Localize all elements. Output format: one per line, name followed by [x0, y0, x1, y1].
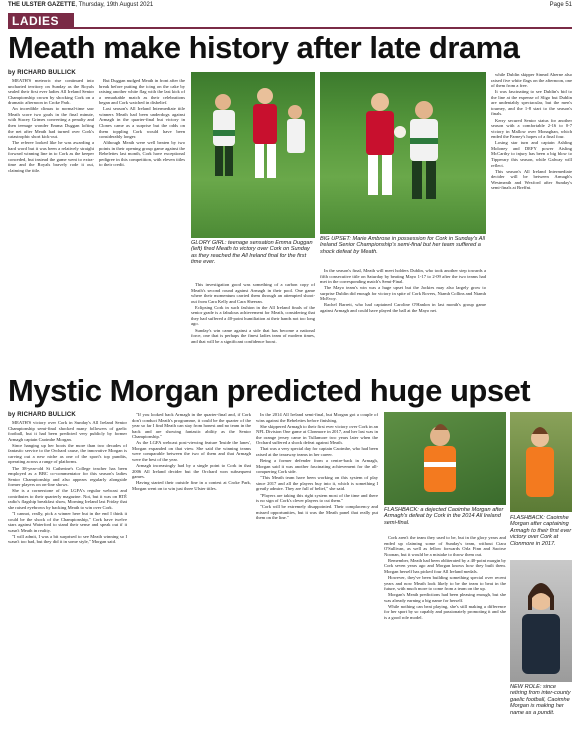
article1-column-4: In the season's final, Meath will meet holders Dublin, who took another step towards a fifth consecutive title on Saturday by beating Mayo 1-17 to 2-09 after the two teams had met in the corresponding match's Semi-Final. The Mayo team's win was a huge upset but the Jackies may also largely grow to surprise Dublin did enough for victory in spite of Cork Rovers, Niamh Collins and Niamh McEvoy. Rachel Barrett, who had captained Caroline O'Hanlon in last month's group game against Armagh and could have played the ball at the Mayo net. — [320, 268, 486, 314]
page-number: Page 51 — [549, 2, 572, 8]
caption-flashback-2: FLASHBACK: Caoimhe Morgan after captaining Armagh to their first ever victory over Cork at Clonmore in 2017. — [510, 515, 572, 547]
photo-emma-duggan — [191, 72, 315, 238]
caption-new-role: NEW ROLE: since retiring from inter-county gaelic football, Caoimhe Morgan is making her name as a pundit. — [510, 684, 571, 716]
page-header — [8, 2, 572, 12]
headline-secondary: Mystic Morgan predicted huge upset — [8, 373, 531, 408]
section-rule — [74, 27, 572, 29]
byline: by RICHARD BULLICK — [8, 70, 76, 76]
article1-column-3: This investigation good was something of a carbon copy of Meath's second round against Armagh in their pool. One game where their momentum carried them through an attempted shoot-out from Cara Kelly and Cara Sheeran. Eclipsing Cork in such fashion in the All Ireland finals of the senior grade is a fabulous achievement for Meath, considering that they had suffered a 40-point humiliation at their hands not too long ago. Sunday's win came against a side that has become a national force, one that is perhaps the finest ladies team of modern times, and that will be a significant confidence boost. — [191, 282, 315, 344]
article2-column-1: MEATH'S victory over Cork in Sunday's All Ireland Senior Championship semi-final shocked many followers of gaelic football, but it had been predicted very publicly by former Armagh captain Caoimhe Morgan. Since hanging up her boots the more than two decades of fantastic service to the Orchard cause, the innovative Morgan is carving out a new niche as one of the sport's top pundits, operating across a range of platforms. The 38-year-old St Catherine's College teacher has been employed as a BBC co-commentator for this season's ladies Senior Championship and also appears regularly alongside former players on on-line shows. She is a cornerstone of the LGFA's regular webcast and contributes to their quarterly magazine. Not, but it was on RTÉ radio's flagship breakfast show, Morning Ireland last Friday that she raised eyebrows by backing Meath to win over Cork. "I cannot, really, pick a winner here but in the end I think it could be the shock of the Championship," Cork have twelve stars against Waterford to stand their sense and speak out if it wasn't Meath in reality. "I will admit, I was a bit surprised to see Meath winning so I wasn't too bad, but they did it in some style," Morgan said. — [8, 420, 127, 545]
article1-column-5: while Dublin skipper Sinead Aherne also raised five white flags on the afternoon, one of them from a free. It was fascinating to see Dublin's bid to the line at the expense of Sligo but Dublin are undeniably spectacular, but the men's tourney, and the 1-8 start to the season's finals. Kerry secured Senior status for another season with a comfortable 2-16 to 0-7 victory in Mallow over Monaghan, which ended the Farney's hopes of a final four. Losing star turn and captain Ashling Moloney and DEFY power Aisling McCarthy to injury has been a big blow to Tipperary this season, while Galway will reflect. This season's All Ireland Intermediate decider will be between Armagh's Westmeath and Wexford after Sunday's semi-finals at Breffni. — [491, 72, 572, 191]
photo-marie-ambrose — [320, 72, 486, 234]
photo-dejected-morgan — [384, 412, 506, 505]
headline-main: Meath make history after late drama — [8, 30, 520, 65]
players-illustration — [191, 72, 315, 238]
pundit-illustration — [510, 560, 572, 682]
article2-column-2: "If you looked back Armagh in the quarter-final and, if Cork don't conduct Meath's programme, it could be the quarter of the year so far I find Meath can stay from honest and no team in the back and are showing fantastic ability as the Senior Championship." As the LGFA webcast post-viewing feature 'Inside the lanes', Morgan expanded on that view. She said the winning teams were comparable between the two of them and that Armagh were the best of the year. Armagh increasingly had by a single point to Cork in that 2006 All Ireland decider but the Orchard won subsequent games. Having started their outside fine in a contest at Croke Park, Morgan went on to win just three Ulster titles. — [132, 412, 251, 491]
photo-morgan-pundit — [510, 560, 572, 682]
article2-column-3: In the 2014 All Ireland semi-final, but Morgan got a couple of wins against the Rebelettes before finishing. She skippered Armagh to their first ever victory over Cork in an NFL Division One game at Clonmore in 2017, and her last was in the orange jersey came in Tullamore two years later when the Orchard suffered a shock defeat against Meath. That was a very special day for captain Caoimhe, who had been raised at the tearaway teams in her career. Being a former defender from a centre-back in Armagh, Morgan said it was another fascinating achievement for the all-conquering Cork side. "This Meath team have been working on this system of play since 2017 and all the players buy into it, which is something I greatly admire. They are full of belief," she said. "Players are taking this right system most of the time and there is no sign of Cork's clever players to cut them." "Cork will be extremely disappointed. Their complacency and missed opportunities, but it was the Meath panel that really put them on the line." — [256, 412, 378, 521]
article2-column-4: Cork aren't the team they used to be, but in the glory years and ended up claiming some of Sunday's team, without Ciara O'Sullivan, as well as fellow forwards Orla Finn and Saoirse Noonan, but it would be a mistake to throw them out. Remember, Meath had been obliterated by a 40-point margin by Cork seven years ago and Morgan knows how they built them. Morgan herself has picked four All Ireland medals. However, they've been building something special over recent years and now Meath look likely to be the team to beat in the future, with much more to come from a team on the up. Morgan's Meath predictions had been pleasing enough, but she was already earning a big name for herself. While nothing can beat playing, she's still making a difference for her sport by so capably and passionately promoting it and she is a good role model. — [384, 535, 506, 621]
player-illustration — [510, 412, 572, 512]
masthead-date: THE ULSTER GAZETTE, Thursday, 19th August 2021 — [8, 2, 154, 8]
caption-glory-girl: GLORY GIRL: teenage sensation Emma Duggan (left) fired Meath to victory over Cork on Sunday as they reached the All Ireland final for the first time ever. — [191, 240, 313, 266]
players-illustration — [320, 72, 486, 234]
byline: by RICHARD BULLICK — [8, 412, 76, 418]
photo-morgan-captain — [510, 412, 572, 512]
player-illustration — [384, 412, 506, 505]
section-tag: LADIES — [8, 13, 74, 29]
article1-column-2: But Duggan nudged Meath in front after the break before putting the icing on the cake by raising another white flag with the last kick of a remarkable match as their celebrations began and Cork watched in disbelief. Last season's All Ireland Intermediate title winners Meath had been underdogs against Armagh in the quarter-final but victory in Clones came as a surprise but the odds on them toppling Cork would have been considerably longer. Although Meath were well beaten by two points in their opening group game against the Rebelettes last month, Cork have exceptional pedigree in this competition, with eleven titles to their credit. — [99, 78, 185, 168]
article1-column-1: MEATH'S meteoric rise continued into uncharted territory on Sunday as the Royals sealed their first ever ladies All Ireland Senior Championship crown by shocking Cork on a dramatic afternoon in Croke Park. An incredible climax to normal-time saw Meath score two goals in the final minute, with Stacey Grimes converting a penalty and then teenage wonder Emma Duggan lofting the net after Meath had turned over Cork's catastrophic short kick-out. The referee looked like he was awarding a hard word but it was been a relatively straight forward winning line in to Cork as the keeper conceded, but instead the game went to extra-time and the Royals bravely rode it out, claiming the title. — [8, 78, 94, 173]
caption-flashback-1: FLASHBACK: a dejected Caoimhe Morgan after Armagh's defeat by Cork in the 2014 All Ireland semi-final. — [384, 507, 504, 526]
caption-big-upset: BIG UPSET: Marie Ambrose in possession for Cork in Sunday's All Ireland Senior Championship's semi-final but her team suffered a shock defeat by Meath. — [320, 236, 486, 255]
